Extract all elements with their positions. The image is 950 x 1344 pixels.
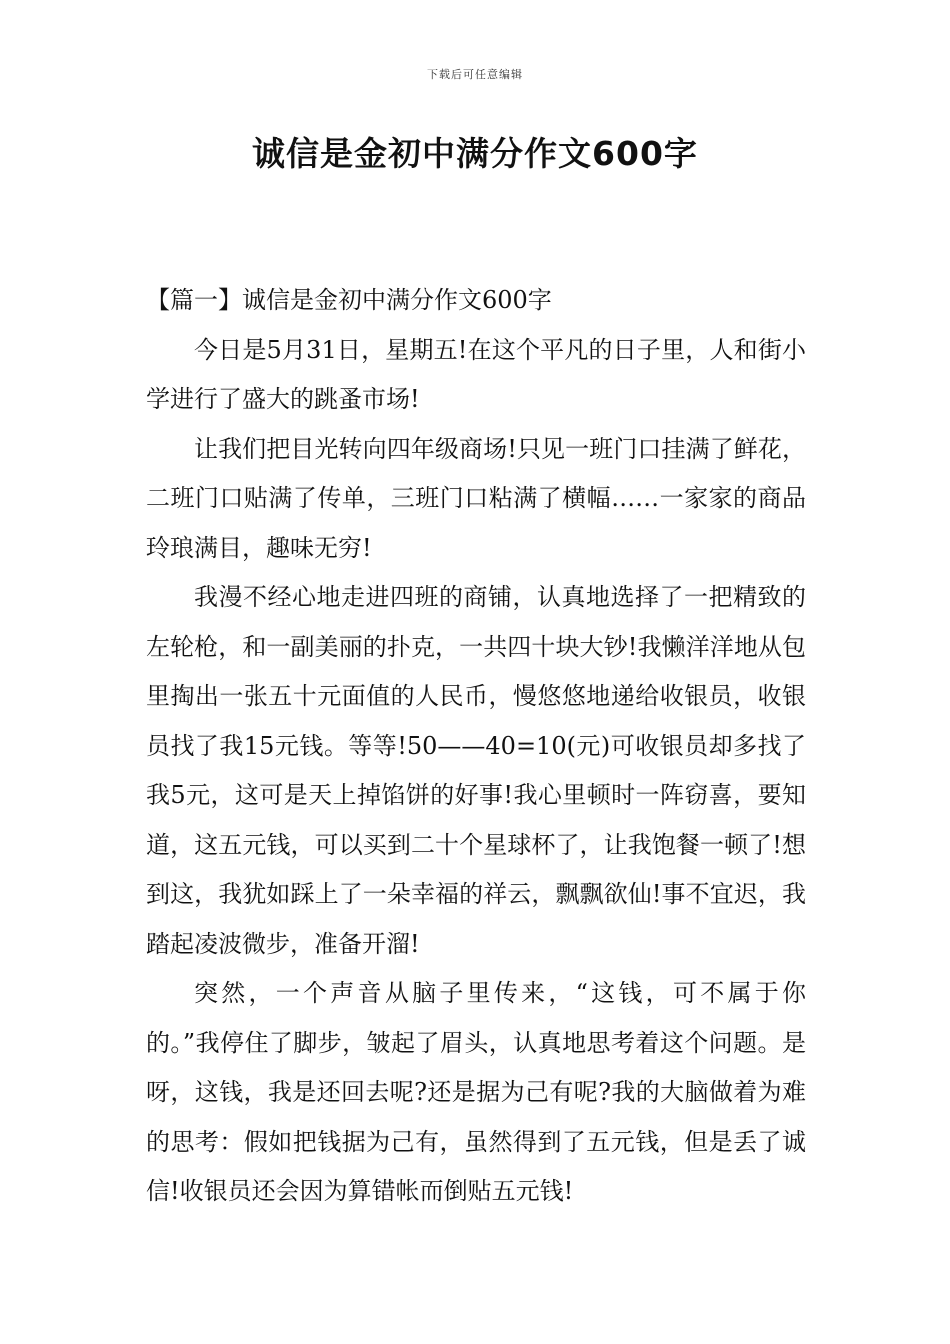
document-body — [146, 276, 806, 1217]
paragraph-2: 让我们把目光转向四年级商场!只见一班门口挂满了鲜花，二班门口贴满了传单，三班门口粘满了横幅……一家家的商品玲琅满目，趣味无穷! — [146, 434, 806, 562]
document-title: 诚信是金初中满分作文600字 — [252, 134, 698, 173]
paragraph-4: 突然，一个声音从脑子里传来，“这钱，可不属于你的。”我停住了脚步，皱起了眉头，认真地思考着这个问题。是呀，这钱，我是还回去呢?还是据为己有呢?我的大脑做着为难的思考：假如把钱据为己有，虽然得到了五元钱，但是丢了诚信!收银员还会因为算错帐而倒贴五元钱! — [146, 979, 806, 1205]
paragraph-1: 今日是5月31日，星期五!在这个平凡的日子里，人和街小学进行了盛大的跳蚤市场! — [146, 335, 806, 413]
paragraph-3: 我漫不经心地走进四班的商铺，认真地选择了一把精致的左轮枪，和一副美丽的扑克，一共四十块大钞!我懒洋洋地从包里掏出一张五十元面值的人民币，慢悠悠地递给收银员，收银员找了我15元钱。等等!50——40=10(元)可收银员却多找了我5元，这可是天上掉馅饼的好事!我心里顿时一阵窃喜，要知道，这五元钱，可以买到二十个星球杯了，让我饱餐一顿了!想到这，我犹如踩上了一朵幸福的祥云，飘飘欲仙!事不宜迟，我踏起凌波微步，准备开溜! — [146, 583, 806, 958]
section-heading: 【篇一】诚信是金初中满分作文600字 — [146, 286, 552, 314]
header-note: 下载后可任意编辑 — [427, 68, 523, 81]
